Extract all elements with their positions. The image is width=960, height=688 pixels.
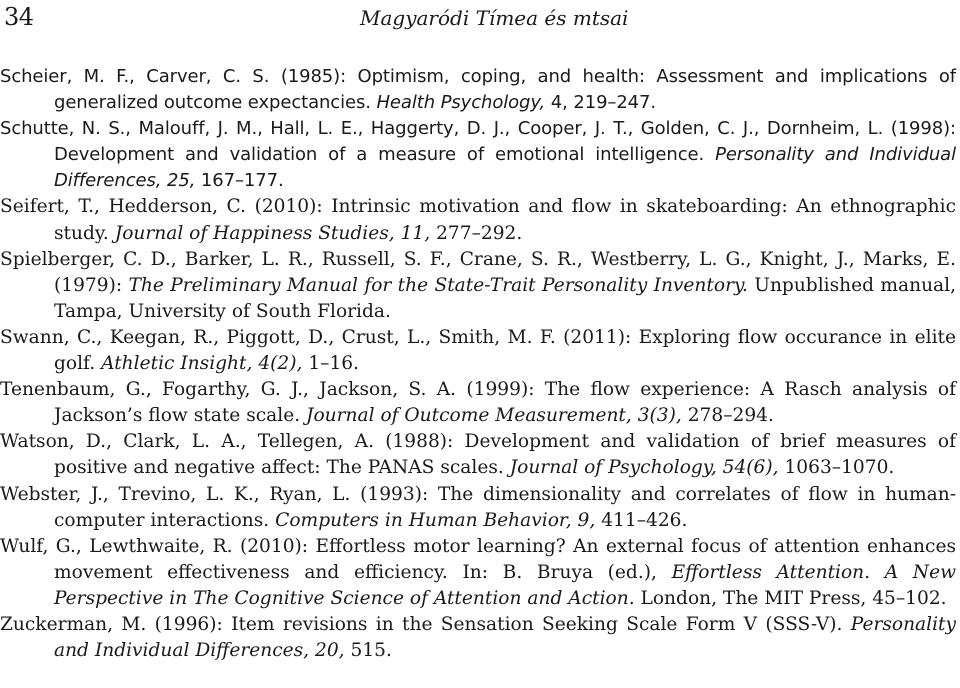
- reference-pages: 1–16.: [302, 353, 360, 375]
- reference-text: Watson, D., Clark, L. A., Tellegen, A. (1988): Development and validation of brief measures of positive and negative affect: The PANAS scales.: [0, 431, 956, 479]
- reference-item: [0, 534, 956, 612]
- reference-item: [0, 116, 956, 194]
- reference-item: [0, 377, 956, 429]
- reference-text: Tenenbaum, G., Fogarthy, G. J., Jackson, S. A. (1999): The flow experience: A Rasch analysis of Jackson’s flow state scale.: [0, 379, 956, 427]
- reference-source: Athletic Insight, 4(2),: [101, 353, 303, 375]
- reference-text: Webster, J., Trevino, L. K., Ryan, L. (1993): The dimensionality and correlates of flow in human-computer interactions.: [0, 483, 956, 531]
- reference-item: [0, 194, 956, 246]
- reference-pages: 411–426.: [595, 509, 688, 531]
- reference-source: Journal of Outcome Measurement, 3(3),: [306, 405, 682, 427]
- reference-item: [0, 482, 956, 534]
- reference-source: Journal of Psychology, 54(6),: [509, 457, 779, 479]
- reference-text: Spielberger, C. D., Barker, L. R., Russell, S. F., Crane, S. R., Westberry, L. G., Knight, J., Marks, E. (1979):: [0, 248, 956, 296]
- reference-source: Personality and Individual Differences, 20,: [54, 613, 956, 662]
- reference-source: Personality and Individual Differences, 25,: [54, 144, 956, 192]
- reference-source: Computers in Human Behavior, 9,: [275, 509, 596, 531]
- reference-pages: 1063–1070.: [778, 457, 895, 479]
- reference-item: [0, 325, 956, 377]
- reference-text: Seifert, T., Hedderson, C. (2010): Intrinsic motivation and flow in skateboarding: An ethnographic study.: [0, 196, 956, 244]
- reference-source: Journal of Happiness Studies, 11,: [114, 222, 431, 244]
- reference-item: [0, 429, 956, 481]
- reference-pages: 278–294.: [681, 405, 774, 427]
- reference-source: Health Psychology,: [376, 92, 546, 114]
- reference-text: Swann, C., Keegan, R., Piggott, D., Crust, L., Smith, M. F. (2011): Exploring flow occurance in elite golf.: [0, 326, 956, 375]
- reference-pages: London, The MIT Press, 45–102.: [634, 587, 947, 609]
- reference-text: Wulf, G., Lewthwaite, R. (2010): Effortless motor learning? An external focus of attention enhances movement effectiveness and efficiency. In: B. Bruya (ed.),: [0, 535, 956, 583]
- running-head: Magyaródi Tímea és mtsai: [360, 6, 629, 30]
- reference-pages: Unpublished manual, Tampa, University of South Florida.: [54, 274, 956, 322]
- reference-source: The Preliminary Manual for the State-Trait Personality Inventory.: [128, 274, 748, 296]
- reference-pages: 277–292.: [430, 222, 523, 244]
- reference-text: Zuckerman, M. (1996): Item revisions in the Sensation Seeking Scale Form V (SSS-V).: [0, 613, 851, 635]
- page-header: [0, 0, 960, 36]
- page-number: 34: [4, 3, 34, 31]
- reference-text: Scheier, M. F., Carver, C. S. (1985): Optimism, coping, and health: Assessment and implications of generalized outcome expectancies.: [0, 66, 956, 114]
- reference-list: [0, 64, 956, 664]
- reference-text: Schutte, N. S., Malouff, J. M., Hall, L. E., Haggerty, D. J., Cooper, J. T., Golden, C. J., Dornheim, L. (1998): Development and validation of a measure of emotional intelligence.: [0, 118, 956, 166]
- reference-pages: 4, 219–247.: [545, 92, 657, 114]
- reference-item: [0, 612, 956, 664]
- reference-item: [0, 247, 956, 325]
- reference-pages: 167–177.: [195, 170, 284, 192]
- reference-source: Effortless Attention. A New Perspective in The Cognitive Science of Attention and Action.: [54, 561, 956, 609]
- reference-pages: 515.: [344, 640, 392, 662]
- reference-item: [0, 64, 956, 116]
